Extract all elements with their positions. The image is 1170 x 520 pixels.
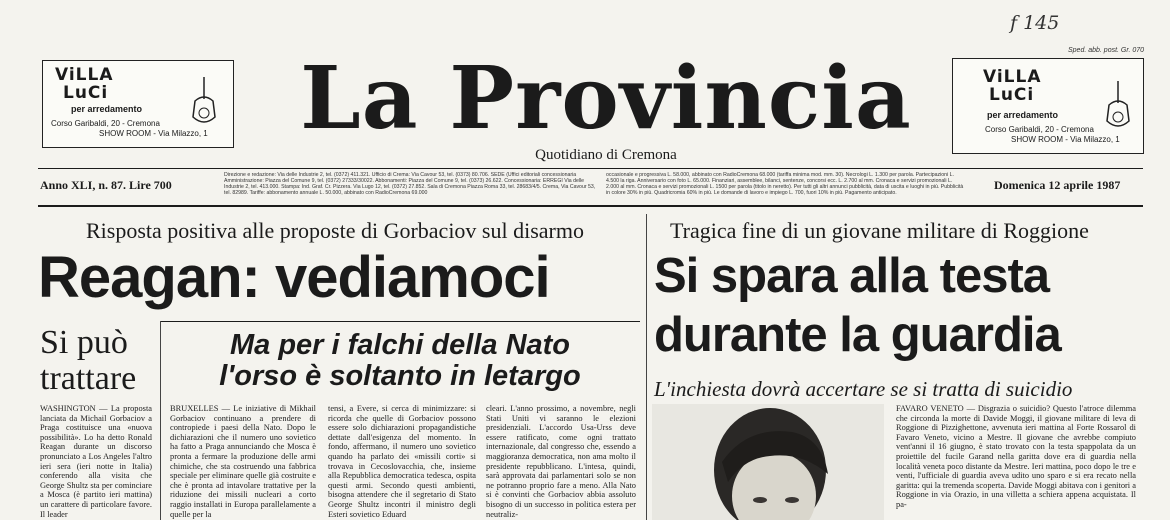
right-body: FAVARO VENETO — Disgrazia o suicidio? Questo l'atroce dilemma che circonda la morte di Davide Moggi, il giovane militare di leva di Roggione di Pizzighettone, avvenuta ieri mattina al Forte Rossarol di Favaro Veneto, vicino a Mestre. Il giovane che avrebbe compiuto vent'anni il 16 giugno, è stato trovato con la testa spappolata da un proiettile del fucile Garand nella garitta dove era di guardia nella località veneta poco distante da Mestre. Ieri mattina, poco dopo le tre e venti, l'ufficiale di guardia aveva udito uno sparo e si era recato nella garitta: qui la tremenda scoperta. Davide Moggi abitava con i genitori a Roggione in via Orazio, in una villetta a schiera appena acquistata. Il pa- bbox=[896, 404, 1136, 509]
substory-rule-top bbox=[160, 321, 640, 322]
masthead-title: La Provincia bbox=[300, 48, 912, 149]
lamp-icon bbox=[1103, 81, 1133, 135]
ad-address-line1: Corso Garibaldi, 20 - Cremona bbox=[985, 125, 1094, 134]
ad-address bbox=[985, 125, 1120, 145]
ad-brand bbox=[983, 69, 1042, 104]
left-body-col3: cleari. L'anno prossimo, a novembre, negli Stati Uniti vi saranno le elezioni presidenziali. L'accordo Usa-Urss deve essere ratificato, come ogni trattato internazionale, dal congresso che, essendo a maggioranza democratica, non ama molto il presidente repubblicano. L'intesa, quindi, sarà approvata dai parlamentari solo se non ne potranno proprio fare a meno. Alla Nato si è convinti che Gorbaciov abbia assoluto bisogno di un successo in politica estera per neutraliz- bbox=[486, 404, 636, 519]
left-kicker: Risposta positiva alle proposte di Gorbaciov sul disarmo bbox=[86, 218, 584, 243]
portrait-illustration bbox=[652, 404, 884, 520]
ad-address-line2: SHOW ROOM - Via Milazzo, 1 bbox=[99, 129, 208, 138]
right-deck: L'inchiesta dovrà accertare se si tratta di suicidio bbox=[654, 377, 1073, 401]
ad-brand-line1: ViLLA bbox=[55, 65, 114, 85]
ad-brand-line2: LuCi bbox=[989, 85, 1035, 105]
ad-villa-luci-right bbox=[952, 58, 1144, 154]
issue-rule-top bbox=[38, 168, 1143, 169]
ad-brand-line1: ViLLA bbox=[983, 67, 1042, 87]
masthead-subtitle: Quotidiano di Cremona bbox=[535, 147, 677, 163]
left-body-col1: BRUXELLES — Le iniziative di Mikhail Gorbaciov continuano a prendere di contropiede i paesi della Nato. Dopo le dichiarazioni che il numero uno sovietico ha fatto a Praga annunciando che Mosca è pronta a fermare la produzione delle armi chimiche, che sta costruendo una fabbrica speciale per eliminare quelle già costruite e che è pronta ad intavolare trattative per la riduzione dei missili nucleari a corto raggio installati in Europa parallelamente a quelle per la bbox=[170, 404, 316, 519]
story-divider bbox=[646, 214, 647, 520]
issue-rule-bottom bbox=[38, 205, 1143, 207]
postal-notice: Sped. abb. post. Gr. 070 bbox=[1068, 47, 1145, 54]
ad-villa-luci-left bbox=[42, 60, 234, 148]
right-headline-line2: durante la guardia bbox=[654, 308, 1061, 362]
left-sub-headline: Ma per i falchi della Nato l'orso è soltanto in letargo bbox=[219, 329, 581, 392]
soldier-photo bbox=[652, 404, 884, 520]
ad-address-line2: SHOW ROOM - Via Milazzo, 1 bbox=[1011, 135, 1120, 144]
handwritten-note: f 145 bbox=[1010, 12, 1060, 34]
ad-subtitle: per arredamento bbox=[71, 104, 143, 114]
substory-rule-left bbox=[160, 321, 161, 520]
issue-date: Domenica 12 aprile 1987 bbox=[994, 178, 1121, 192]
issue-number: Anno XLI, n. 87. Lire 700 bbox=[40, 178, 172, 192]
left-side-body: WASHINGTON — La proposta lanciata da Michail Gorbaciov a Praga costituisce una «nuova possibilità». Lo ha detto Ronald Reagan durante un discorso pronunciato a Los Angeles l'altro ieri sera (ieri notte in Italia) conferendo alla visita che George Shultz sta per cominciare a Mosca (è partito ieri mattina) un carattere di particolare favore. Il leader bbox=[40, 404, 152, 519]
ad-address-line1: Corso Garibaldi, 20 - Cremona bbox=[51, 119, 160, 128]
ad-brand bbox=[55, 67, 114, 102]
right-kicker: Tragica fine di un giovane militare di Roggione bbox=[670, 218, 1089, 243]
imprint-right: occasionale e progressiva L. 58.000, abbinato con RadioCremona 68.000 (tariffa minima mod. mm. 30). Necrologi L. 1.300 per parola. Partecipazioni L. 4.500 la riga. Anniversario con foto L. 65.000. Finanziari, assemblee, bilanci, sentenze, concorsi ecc. L. 2.700 al mm. Cronaca e servizi promozionali L. 2.000 al mm. Cronaca e servizi promozionali L. 1500 per parola (titolo in neretto). Per tutti gli altri annunci pubblicità, data di uscita e luoghi in più. Pubblicità in colore 30% in più. Quadricromia 60% in più. Le domande di lavoro e impiego L. 700, fuori 10% in più. Pagamento anticipato. bbox=[606, 172, 964, 196]
left-headline: Reagan: vediamoci bbox=[38, 245, 550, 310]
ad-address bbox=[51, 119, 208, 139]
imprint-left: Direzione e redazione: Via delle Industrie 2, tel. (0372) 411.321. Ufficio di Crema: Via Cavour 53, tel. (0373) 80.706. SEDE (Uffici editoriali concessionaria Amministrazione: Piazza del Comune 9, tel. (0372) 27333/30022. Abbonamenti: Piazza del Comune 9, tel. (0373) 26.622. Concessionaria: ERREGI Via delle Industrie 2, tel. 413.000. Stampa: Ind. Graf. Cr. Pizzera. Via Lugo 12, tel. (0372) 27.852. Sala di Cremona Piazza Roma 33, tel. 28683/4/5. Crema, Via Cavour 53, tel. 82989. Tariffe: abbonamento annuale L. 50.000, abbinato con RadioCremona 69.000 bbox=[224, 172, 596, 196]
left-side-headline: Si può trattare bbox=[40, 324, 137, 397]
right-headline-line1: Si spara alla testa bbox=[654, 249, 1050, 303]
ad-subtitle: per arredamento bbox=[987, 110, 1059, 120]
ad-brand-line2: LuCi bbox=[63, 83, 109, 103]
lamp-icon bbox=[189, 77, 219, 131]
left-body-col2: tensi, a Evere, si cerca di minimizzare: si ricorda che quelle di Gorbaciov possono essere solo dichiarazioni propagandistiche dettate dall'esigenza del momento. In fondo, affermano, il numero uno sovietico quando ha parlato dei «missili corti» si trovava in Cecoslovacchia, che, insieme alla Repubblica democratica tedesca, ospita questi armi. Secondo questi ambienti, bisogna attendere che il segretario di Stato George Shultz incontri il ministro degli Esteri sovietico Eduard bbox=[328, 404, 476, 519]
